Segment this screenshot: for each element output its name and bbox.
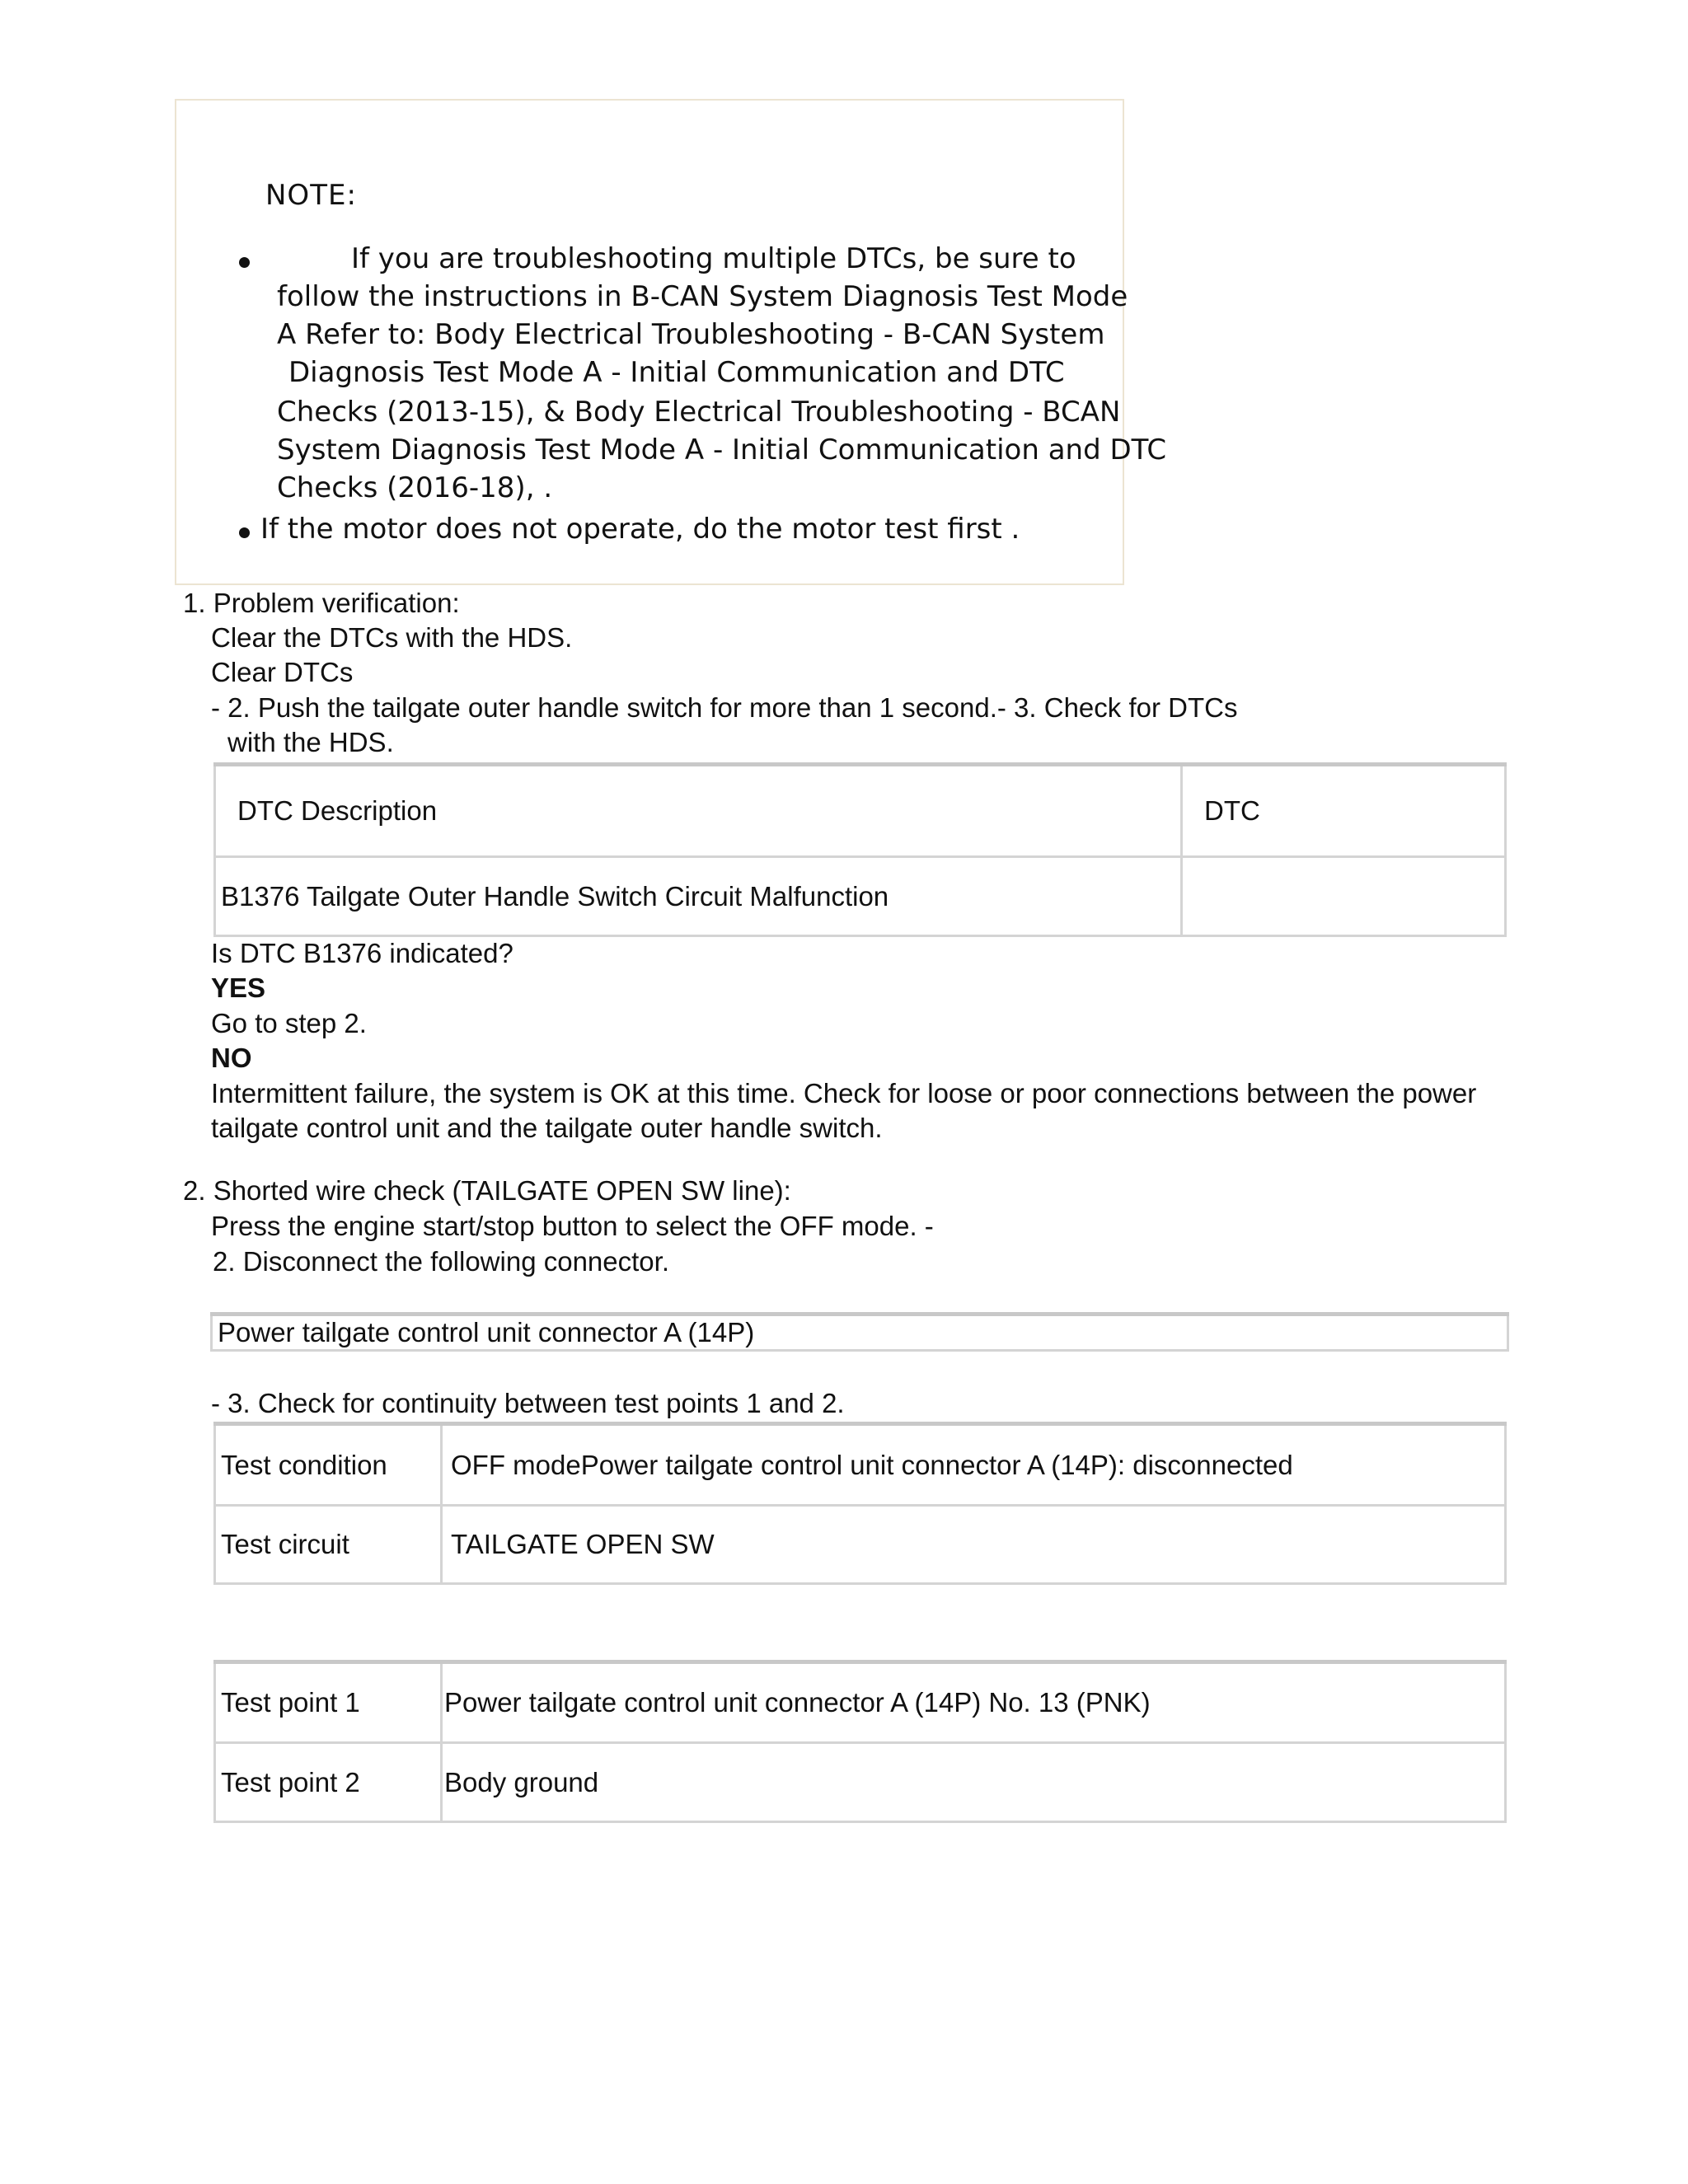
connector-cell: Power tailgate control unit connector A (14P) — [212, 1315, 1508, 1351]
test-point2-value: Body ground — [442, 1743, 1506, 1822]
no-text: Intermittent failure, the system is OK at this time. Check for loose or poor connections between the power — [211, 1078, 1477, 1108]
step2-line: Press the engine start/stop button to select the OFF mode. - — [211, 1211, 934, 1241]
step2-heading: 2. Shorted wire check (TAILGATE OPEN SW line): — [183, 1175, 791, 1206]
note-bullet1-line: Checks (2016-18), . — [277, 471, 553, 504]
step1-line: Clear DTCs — [211, 657, 354, 687]
yes-text: Go to step 2. — [211, 1008, 367, 1038]
no-label: NO — [211, 1043, 252, 1073]
dtc-table-cell-description: B1376 Tailgate Outer Handle Switch Circuit Malfunction — [215, 857, 1182, 936]
dtc-table-header-dtc: DTC — [1182, 765, 1506, 857]
dtc-question: Is DTC B1376 indicated? — [211, 938, 513, 968]
yes-label: YES — [211, 972, 266, 1003]
test-point1-label: Test point 1 — [215, 1662, 442, 1743]
table-row — [215, 857, 1506, 936]
note-box — [175, 99, 1167, 585]
test-point2-label: Test point 2 — [215, 1743, 442, 1822]
note-bullet1-line: System Diagnosis Test Mode A - Initial Communication and DTC — [277, 434, 1167, 466]
bullet-icon — [239, 527, 250, 538]
note-bullet1-line: Checks (2013-15), & Body Electrical Troubleshooting - BCAN — [277, 396, 1121, 429]
note-bullet1-line: A Refer to: Body Electrical Troubleshooting - B-CAN System — [277, 318, 1105, 351]
table-row — [215, 1424, 1506, 1506]
connector-table — [210, 1312, 1509, 1352]
step2-line: 2. Disconnect the following connector. — [213, 1246, 669, 1277]
step1-line: Clear the DTCs with the HDS. — [211, 622, 573, 653]
dtc-table — [213, 762, 1507, 937]
step1-line: - 2. Push the tailgate outer handle switch for more than 1 second.- 3. Check for DTCs — [211, 692, 1238, 723]
dtc-table-header-description: DTC Description — [215, 765, 1182, 857]
note-bullet1-line: Diagnosis Test Mode A - Initial Communication and DTC — [288, 356, 1065, 389]
table-row — [215, 1506, 1506, 1584]
note-bullet1-line: If you are troubleshooting multiple DTCs, be sure to — [351, 242, 1076, 275]
dtc-table-cell-dtc — [1182, 857, 1506, 936]
note-bullet1-line: follow the instructions in B-CAN System Diagnosis Test Mode — [277, 280, 1128, 313]
condition-table — [213, 1422, 1507, 1585]
step1-heading: 1. Problem verification: — [183, 588, 460, 618]
circuit-value: TAILGATE OPEN SW — [442, 1506, 1506, 1584]
continuity-instruction: - 3. Check for continuity between test points 1 and 2. — [211, 1388, 845, 1418]
test-points-table — [213, 1660, 1507, 1823]
circuit-label: Test circuit — [215, 1506, 442, 1584]
condition-label: Test condition — [215, 1424, 442, 1506]
table-row — [215, 765, 1506, 857]
table-row — [215, 1662, 1506, 1743]
note-bullet2: If the motor does not operate, do the motor test first . — [260, 513, 1020, 546]
table-row — [215, 1743, 1506, 1822]
condition-value: OFF modePower tailgate control unit connector A (14P): disconnected — [442, 1424, 1506, 1506]
note-title: NOTE: — [265, 179, 357, 212]
bullet-icon — [239, 257, 250, 268]
test-point1-value: Power tailgate control unit connector A (14P) No. 13 (PNK) — [442, 1662, 1506, 1743]
no-text: tailgate control unit and the tailgate outer handle switch. — [211, 1113, 883, 1143]
step1-line: with the HDS. — [227, 727, 394, 757]
table-row — [212, 1315, 1508, 1351]
